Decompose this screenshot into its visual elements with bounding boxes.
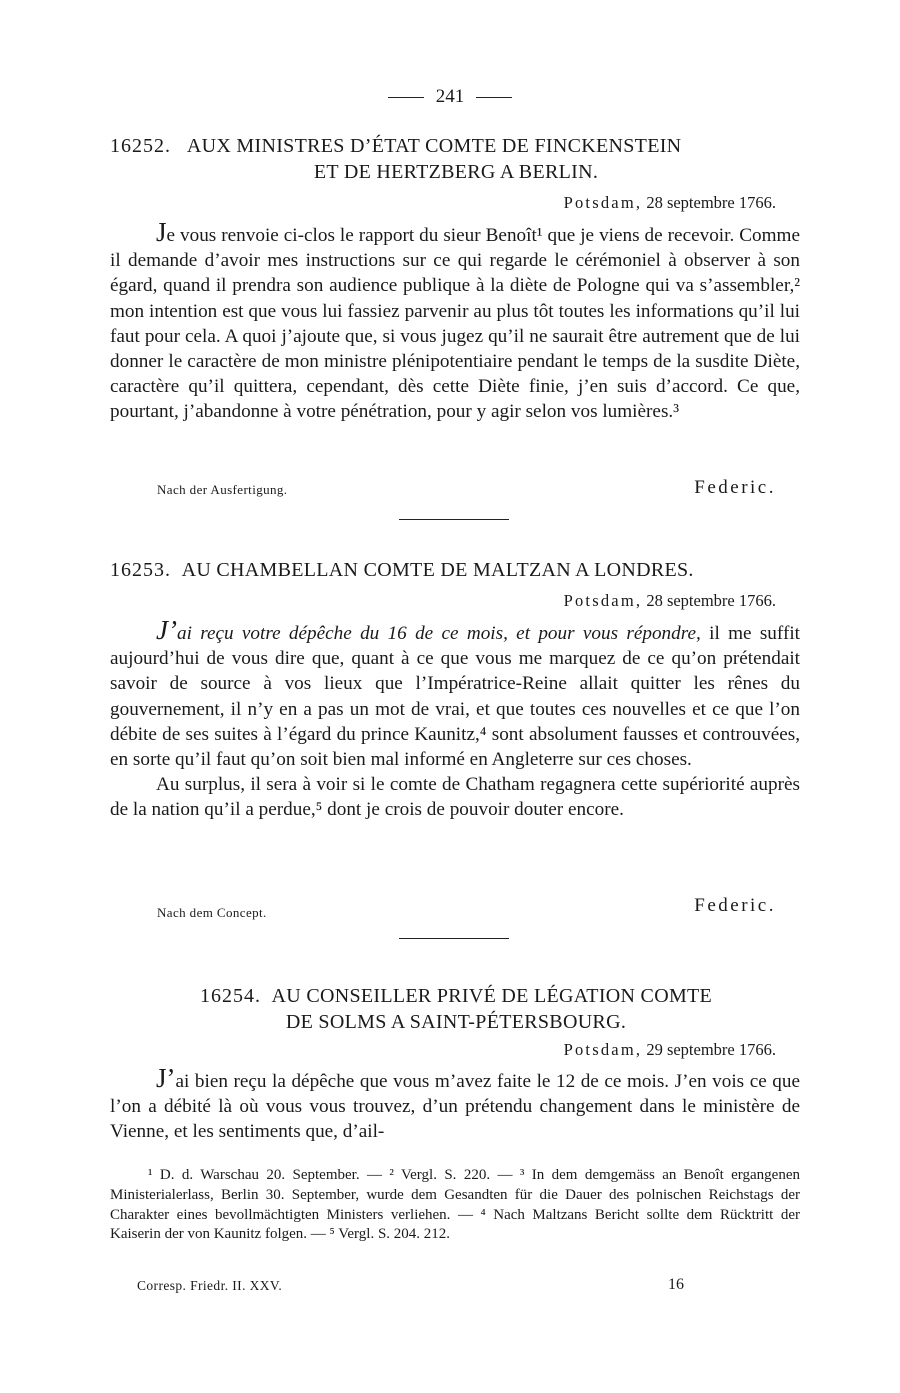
letter-heading-16254 [110,983,802,1035]
letter-date-16254 [564,1040,776,1060]
letter-signature-16252: Federic. [694,477,776,498]
footer-volume: Corresp. Friedr. II. XXV. [137,1278,283,1293]
date-value: 28 septembre 1766. [646,591,776,610]
date-place: Potsdam, [563,591,643,610]
footnote-block: ¹ D. d. Warschau 20. September. — ² Vergl. S. 220. — ³ In dem demgemäss an Benoît ergangenen Ministerialerlass, Berlin 30. September, wurde dem Gesandten für die Dauer des polnischen Reichstags der Charakter eines bevollmächtigten Ministers verliehen. — ⁴ Nach Maltzans Bericht sollte dem Rücktritt der Kaiserin der von Kaunitz folgen. — ⁵ Vergl. S. 204. 212. [110,1167,800,1243]
letter-paragraph: J’ai bien reçu la dépêche que vous m’avez faite le 12 de ce mois. J’en vois ce que l’on a débité là où vous vous trouvez, d’un prétendu changement dans le ministère de Vienne, et les sentiments que, d’ail- [110,1063,800,1143]
letter-number: 16253. [110,559,171,581]
heading-line-1: AU CHAMBELLAN COMTE DE MALTZAN A LONDRES. [181,559,694,581]
letter-number: 16252. [110,135,171,157]
heading-line-1: AU CONSEILLER PRIVÉ DE LÉGATION COMTE [271,985,713,1007]
page-number-dash-right [476,97,512,98]
letter-signature-16253: Federic. [694,895,776,916]
letter-source-16252: Nach der Ausfertigung. [157,482,288,497]
letter-body-16254 [110,1063,800,1145]
date-place: Potsdam, [563,193,643,212]
page-number-dash-left [388,97,424,98]
letter-number: 16254. [199,985,261,1007]
page-number [0,86,900,108]
heading-line-1-wrap [110,983,802,1009]
letter-date-16252 [564,193,776,213]
italic-opening: J’ai reçu votre dépêche du 16 de ce mois, et pour vous répondre, [156,615,701,645]
section-divider [399,519,509,520]
date-value: 28 septembre 1766. [646,193,776,212]
page-number-text: 241 [435,86,465,107]
heading-line-1: AUX MINISTRES D’ÉTAT COMTE DE FINCKENSTEIN [186,135,682,157]
letter-paragraph [110,615,800,772]
letter-source-16253: Nach dem Concept. [157,905,267,920]
letter-paragraph: Au surplus, il sera à voir si le comte de Chatham regagnera cette supériorité auprès de la nation qu’il a perdue,⁵ dont je crois de pouvoir douter encore. [110,774,800,821]
date-place: Potsdam, [563,1040,643,1059]
footnotes [110,1166,800,1245]
heading-line-2: ET DE HERTZBERG A BERLIN. [313,161,599,183]
letter-body-16252 [110,217,800,425]
letter-heading-16253 [110,557,802,583]
footer-signature-mark: 16 [668,1276,684,1293]
heading-line-2: DE SOLMS A SAINT-PÉTERSBOURG. [285,1011,627,1033]
section-divider [399,938,509,939]
paragraph-rest: il me suffit aujourd’hui de vous dire que, quant à ce que vous me marquez de ce qu’on prétendait savoir de source à vos lieux que l’Impératrice-Reine allait quitter les rênes du gouvernement, il n’y en a pas un mot de vrai, et que toutes ces nouvelles et ce que l’on débite de ses suites à l’égard du prince Kaunitz,⁴ sont absolument fausses et controuvées, en sorte qu’il faut qu’on soit bien mal informé en Angleterre sur ces choses. [110,623,800,771]
letter-paragraph: Je vous renvoie ci-clos le rapport du sieur Benoît¹ que je viens de recevoir. Comme il demande d’avoir mes instructions sur ce qui regarde le cérémoniel à observer à son égard, quand il prendra son audience publique à la diète de Pologne qui va s’assembler,² mon intention est que vous lui fassiez parvenir au plus tôt toutes les informations qu’il lui faut pour cela. A quoi j’ajoute que, si vous jugez qu’il ne saurait être autrement que de lui donner le caractère de mon ministre plénipotentiaire pendant le temps de la susdite Diète, caractère qu’il quittera, cependant, dès cette Diète finie, j’en suis d’accord. Ce que, pourtant, j’abandonne à votre pénétration, pour y agir selon vos lumières.³ [110,217,800,423]
letter-heading-16252 [110,133,802,185]
date-value: 29 septembre 1766. [646,1040,776,1059]
letter-date-16253 [564,591,776,611]
letter-body-16253 [110,615,800,823]
